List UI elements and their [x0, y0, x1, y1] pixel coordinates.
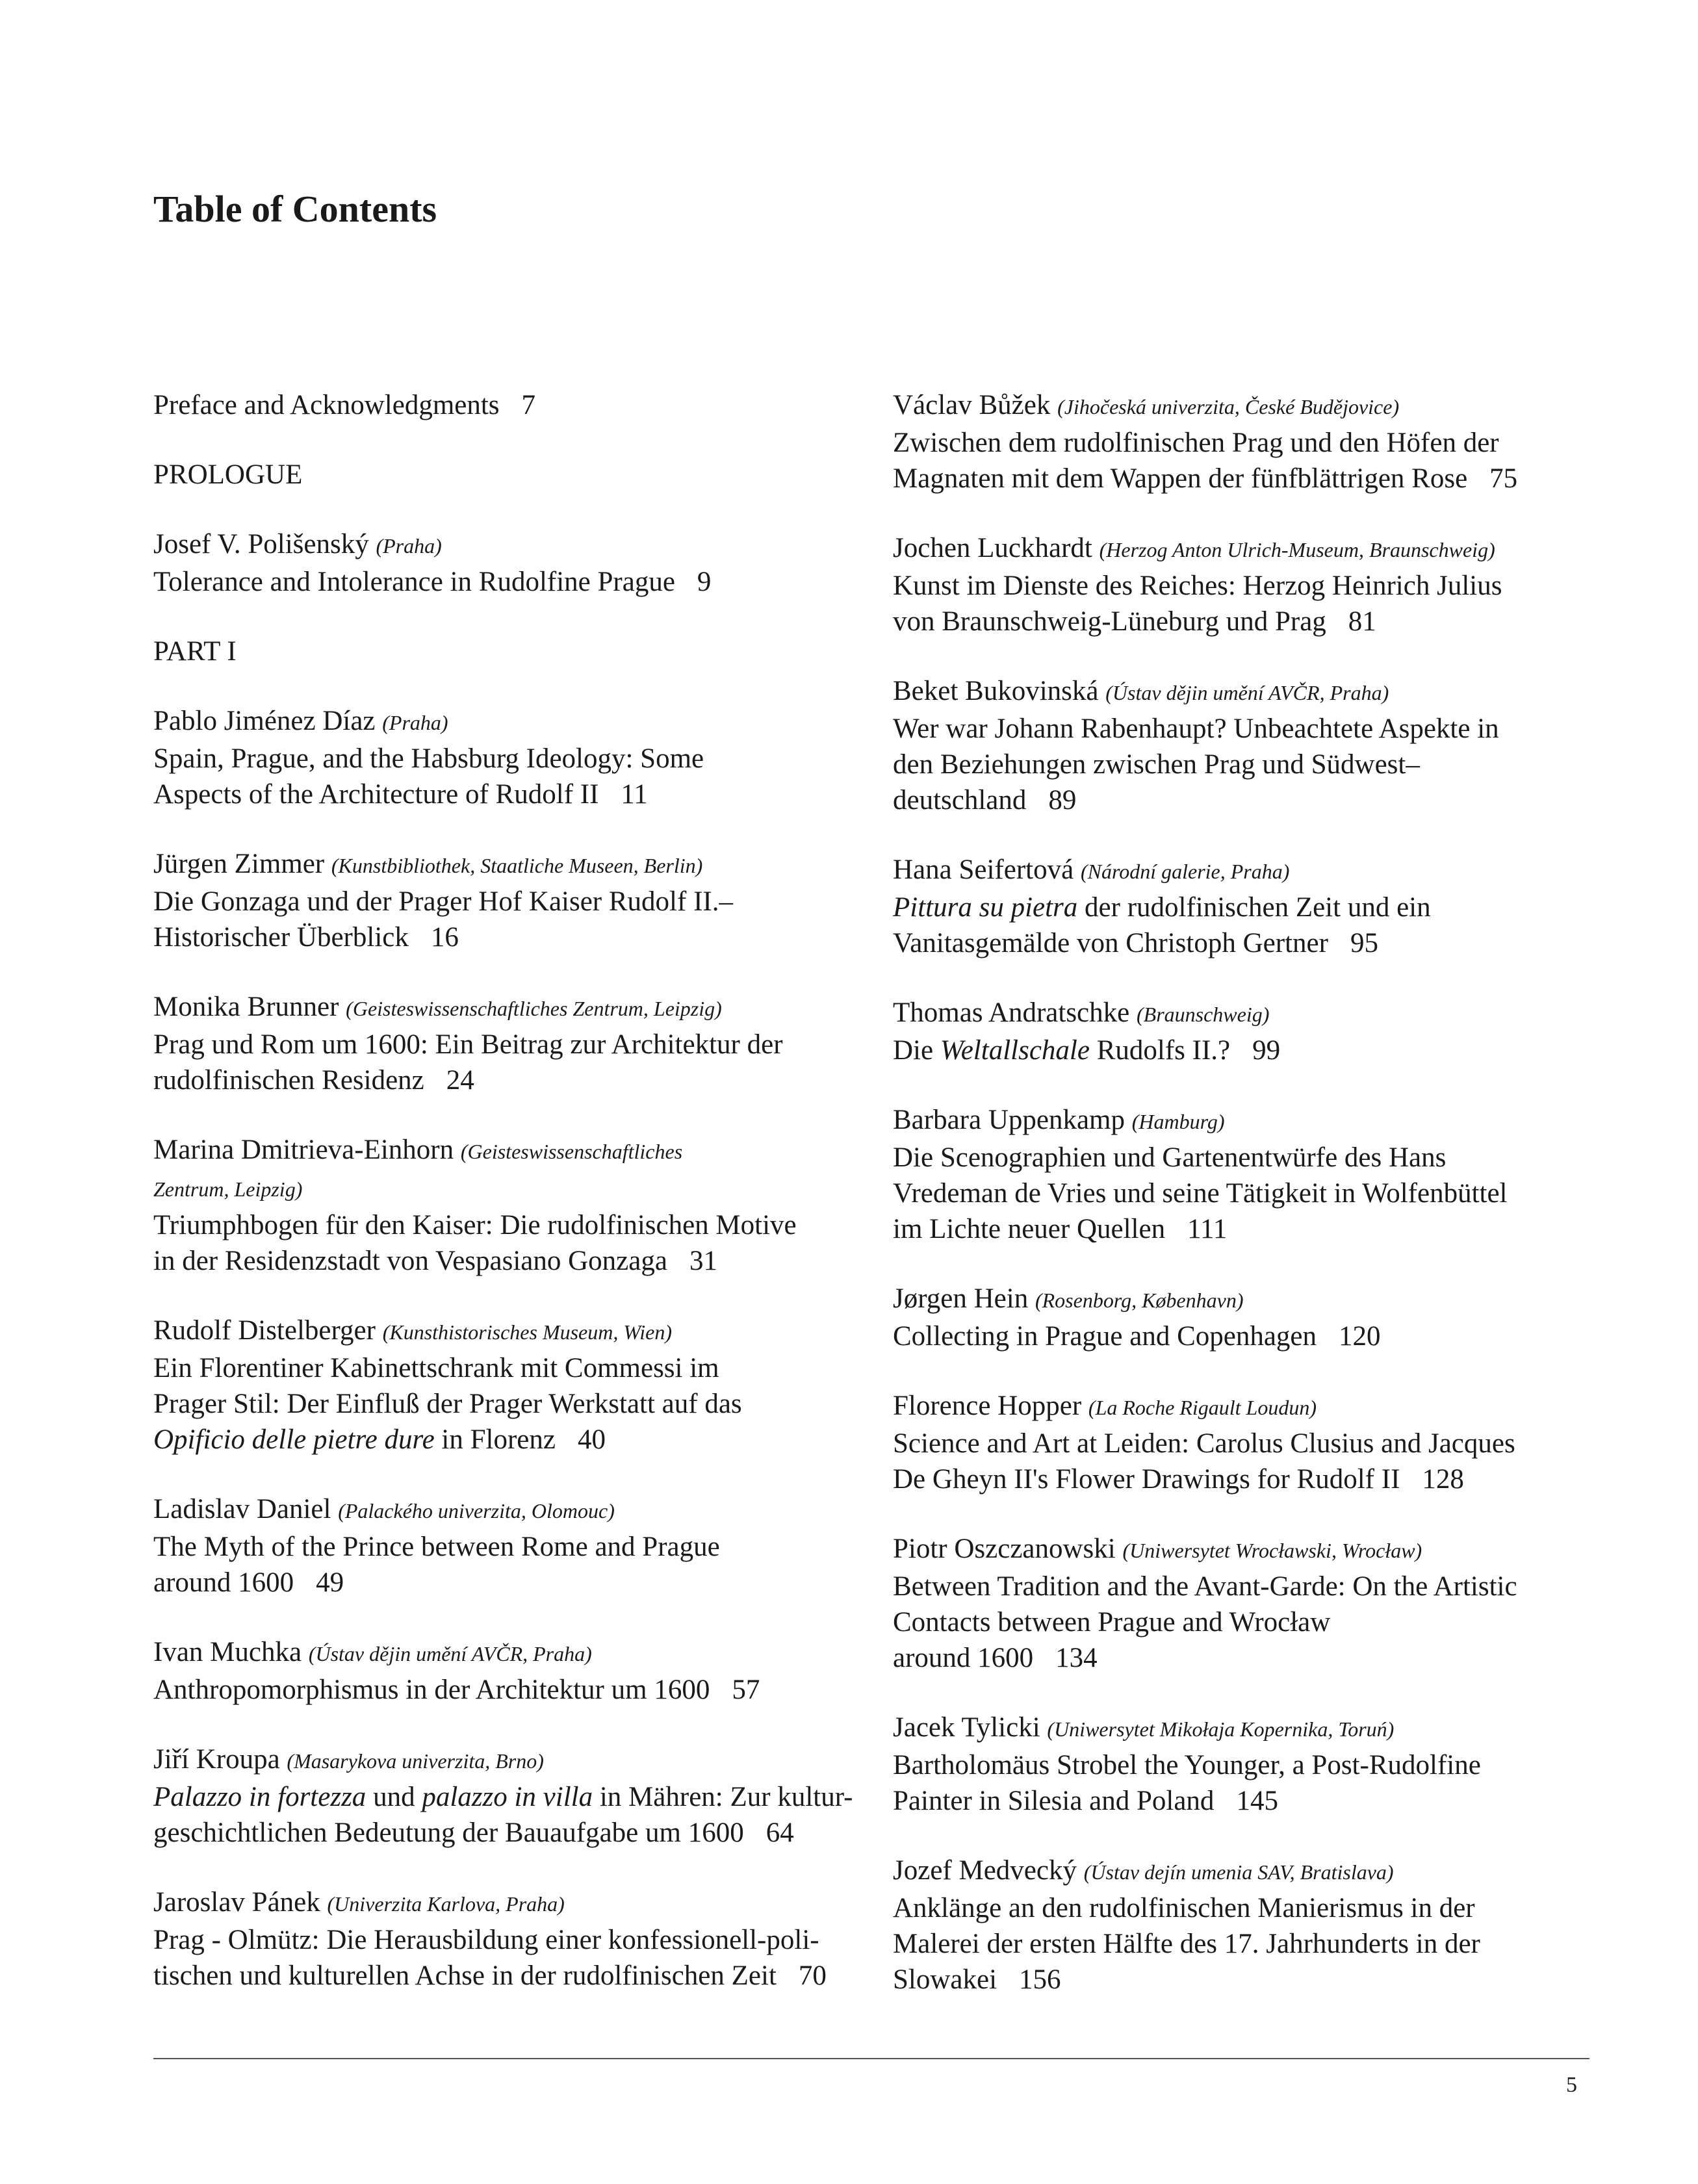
entry-title-line [153, 1815, 868, 1851]
title-text: Die Gonzaga und der Prager Hof Kaiser Rudolf II.– [153, 886, 733, 917]
page-ref: 40 [577, 1424, 606, 1455]
title-text: Prag - Olmütz: Die Herausbildung einer konfessionell-poli- [153, 1925, 819, 1955]
entry-title-line [153, 1529, 868, 1565]
author-name: Marina Dmitrieva-Einhorn [153, 1135, 454, 1165]
page-ref: 134 [1055, 1643, 1098, 1673]
entry-title-line [893, 461, 1595, 496]
title-text: Die Scenographien und Gartenentwürfe des Hans [893, 1142, 1447, 1173]
author-name: Barbara Uppenkamp [893, 1105, 1125, 1135]
entry-title-line [893, 782, 1595, 818]
entry-author-line [153, 1313, 868, 1350]
author-affiliation: (Praha) [376, 534, 442, 558]
author-affiliation: (Jihočeská univerzita, České Budějovice) [1057, 395, 1400, 418]
title-text: Opificio delle pietre dure [153, 1424, 435, 1455]
title-text: Slowakei [893, 1964, 997, 1995]
footer-rule [153, 2058, 1589, 2059]
entry-author-line [893, 852, 1595, 890]
title-text: The Myth of the Prince between Rome and Prague [153, 1532, 720, 1562]
page-ref: 11 [621, 779, 648, 810]
entry-author-line [153, 1884, 868, 1922]
entry-title-line [893, 747, 1595, 782]
author-name: Florence Hopper [893, 1391, 1082, 1421]
author-name: Josef V. Polišenský [153, 529, 369, 559]
title-text: around 1600 [153, 1567, 294, 1598]
entry-title-line [153, 1565, 868, 1600]
entry-author-line [893, 1102, 1595, 1140]
author-affiliation: (Hamburg) [1131, 1110, 1225, 1133]
author-name: Monika Brunner [153, 992, 339, 1022]
entry-author-line-continued [153, 1170, 868, 1207]
toc-entry [893, 387, 1595, 496]
entry-author-line [893, 673, 1595, 711]
entry-title: Preface and Acknowledgments [153, 390, 500, 420]
entry-title-line [153, 919, 868, 955]
toc-entry [153, 1313, 868, 1458]
entry-title-line [153, 1386, 868, 1422]
title-text: De Gheyn II's Flower Drawings for Rudolf II [893, 1464, 1400, 1495]
author-name: Václav Bůžek [893, 390, 1051, 420]
entry-title-line [893, 1783, 1595, 1819]
author-affiliation: (Univerzita Karlova, Praha) [327, 1892, 565, 1916]
title-text: geschichtlichen Bedeutung der Bauaufgabe um 1600 [153, 1818, 744, 1848]
author-name: Jacek Tylicki [893, 1712, 1040, 1743]
entry-title-line [893, 1176, 1595, 1211]
author-affiliation: (Palackého univerzita, Olomouc) [338, 1499, 615, 1522]
page-ref: 95 [1350, 928, 1378, 958]
title-text: Magnaten mit dem Wappen der fünfblättrigen Rose [893, 463, 1468, 494]
author-name: Piotr Oszczanowski [893, 1534, 1116, 1564]
title-text: den Beziehungen zwischen Prag und Südwest– [893, 749, 1420, 780]
entry-title-line [153, 564, 868, 600]
author-affiliation: (Ústav dějin umění AVČR, Praha) [308, 1642, 592, 1665]
page-ref: 89 [1048, 785, 1077, 816]
page-ref: 128 [1422, 1464, 1464, 1495]
entry-title-line [893, 890, 1595, 925]
entry-title-line [893, 1747, 1595, 1783]
title-text: Die [893, 1035, 940, 1066]
title-text: Anthropomorphismus in der Architektur um 1600 [153, 1675, 710, 1705]
toc-entry [153, 387, 868, 423]
entry-title-line [893, 1140, 1595, 1176]
entry-author-line [153, 1634, 868, 1672]
title-text: Triumphbogen für den Kaiser: Die rudolfinischen Motive [153, 1210, 797, 1240]
title-text: Science and Art at Leiden: Carolus Clusius and Jacques [893, 1428, 1515, 1459]
entry-title-line [893, 1461, 1595, 1497]
author-affiliation: Zentrum, Leipzig) [153, 1177, 303, 1201]
page-ref: 31 [689, 1246, 717, 1276]
entry-title-line [893, 1426, 1595, 1461]
title-text: Historischer Überblick [153, 922, 409, 953]
toc-entry [893, 995, 1595, 1068]
toc-column-right [893, 387, 1595, 1998]
author-affiliation: (Kunsthistorisches Museum, Wien) [382, 1320, 672, 1344]
author-affiliation: (Rosenborg, København) [1035, 1289, 1244, 1312]
toc-entry [153, 1884, 868, 1994]
title-text: Rudolfs II.? [1089, 1035, 1231, 1066]
entry-title-line [893, 1890, 1595, 1926]
title-text: Contacts between Prague and Wrocław [893, 1607, 1331, 1638]
title-text: palazzo in villa [422, 1782, 593, 1812]
entry-author-line [153, 1491, 868, 1529]
page-ref: 156 [1019, 1964, 1061, 1995]
entry-title-line [893, 925, 1595, 961]
title-text: und [366, 1782, 422, 1812]
title-text: Weltallschale [940, 1035, 1090, 1066]
entry-author-line [893, 1710, 1595, 1747]
page-ref: 64 [765, 1818, 794, 1848]
title-text: Bartholomäus Strobel the Younger, a Post-Rudolfine [893, 1750, 1481, 1780]
entry-title-line [153, 1027, 868, 1062]
entry-title-line [893, 1926, 1595, 1962]
toc-entry [893, 673, 1595, 818]
author-name: Jørgen Hein [893, 1283, 1029, 1314]
page-ref: 7 [521, 390, 536, 420]
entry-title-line [153, 1243, 868, 1279]
entry-title-line [153, 1922, 868, 1958]
page-number: 5 [1566, 2073, 1577, 2097]
entry-title-line [893, 1033, 1595, 1068]
toc-entry [893, 1853, 1595, 1998]
author-name: Jürgen Zimmer [153, 849, 325, 879]
entry-title-line [153, 1350, 868, 1386]
toc-entry [153, 1491, 868, 1600]
entry-author-line [893, 1281, 1595, 1318]
entry-title-line [153, 1422, 868, 1458]
page-ref: 49 [316, 1567, 344, 1598]
toc-entry [153, 989, 868, 1098]
author-affiliation: (Masarykova univerzita, Brno) [287, 1749, 544, 1773]
author-name: Beket Bukovinská [893, 676, 1099, 706]
toc-entry [893, 1281, 1595, 1354]
toc-entry [893, 1102, 1595, 1247]
title-text: Prag und Rom um 1600: Ein Beitrag zur Architektur der [153, 1029, 783, 1060]
entry-author-line [153, 1741, 868, 1779]
title-text: Collecting in Prague and Copenhagen [893, 1321, 1317, 1352]
title-text: im Lichte neuer Quellen [893, 1214, 1166, 1244]
entry-title-line [893, 1962, 1595, 1998]
title-text: Aspects of the Architecture of Rudolf II [153, 779, 599, 810]
title-text: Prager Stil: Der Einfluß der Prager Werkstatt auf das [153, 1389, 742, 1419]
entry-author-line [893, 1853, 1595, 1890]
toc-entry [153, 703, 868, 812]
author-name: Thomas Andratschke [893, 997, 1130, 1028]
page-title: Table of Contents [153, 188, 437, 230]
entry-author-line [153, 846, 868, 884]
entry-title-line [153, 1779, 868, 1815]
entry-title-line [893, 711, 1595, 747]
entry-author-line [893, 1531, 1595, 1569]
title-text: Zwischen dem rudolfinischen Prag und den Höfen der [893, 428, 1499, 458]
page-ref: 145 [1236, 1786, 1278, 1816]
title-text: Painter in Silesia and Poland [893, 1786, 1215, 1816]
entry-author-line [893, 1388, 1595, 1426]
page-ref: 9 [697, 567, 712, 597]
entry-title-line [893, 1569, 1595, 1604]
author-name: Ladislav Daniel [153, 1494, 331, 1524]
entry-author-line [893, 995, 1595, 1033]
entry-author-line [153, 1132, 868, 1170]
section-heading: PROLOGUE [153, 459, 303, 490]
author-affiliation: (Praha) [382, 711, 448, 734]
title-text: Vanitasgemälde von Christoph Gertner [893, 928, 1328, 958]
author-name: Rudolf Distelberger [153, 1315, 376, 1346]
entry-author-line [893, 387, 1595, 425]
toc-column-left [153, 387, 868, 1994]
toc-entry [153, 846, 868, 955]
title-text: rudolfinischen Residenz [153, 1065, 424, 1096]
page-ref: 120 [1339, 1321, 1381, 1352]
title-text: Tolerance and Intolerance in Rudolfine Prague [153, 567, 675, 597]
entry-author-line [153, 526, 868, 564]
title-text: in Florenz [434, 1424, 556, 1455]
section-heading: PART I [153, 636, 237, 667]
entry-title-line [893, 1318, 1595, 1354]
entry-title-line [893, 1604, 1595, 1640]
author-affiliation: (Kunstbibliothek, Staatliche Museen, Berlin) [331, 854, 703, 877]
toc-entry [893, 1388, 1595, 1497]
entry-author-line [893, 530, 1595, 568]
author-affiliation: (Geisteswissenschaftliches Zentrum, Leipzig) [346, 997, 722, 1020]
author-name: Jochen Luckhardt [893, 533, 1092, 563]
author-affiliation: (La Roche Rigault Loudun) [1088, 1396, 1317, 1419]
title-text: Between Tradition and the Avant-Garde: On the Artistic [893, 1571, 1517, 1602]
author-affiliation: (Braunschweig) [1136, 1003, 1270, 1026]
entry-title-line [153, 1062, 868, 1098]
toc-entry [893, 530, 1595, 639]
author-name: Pablo Jiménez Díaz [153, 706, 376, 736]
page-ref: 57 [732, 1675, 760, 1705]
author-name: Jaroslav Pánek [153, 1887, 320, 1918]
toc-entry [153, 1741, 868, 1851]
author-name: Jiří Kroupa [153, 1744, 280, 1775]
title-text: Spain, Prague, and the Habsburg Ideology: Some [153, 743, 704, 774]
entry-title-line [153, 1672, 868, 1708]
page-ref: 24 [446, 1065, 474, 1096]
entry-title-line [893, 568, 1595, 604]
title-text: Wer war Johann Rabenhaupt? Unbeachtete Aspekte in [893, 713, 1499, 744]
entry-title-line [893, 1640, 1595, 1676]
page-ref: 75 [1489, 463, 1518, 494]
toc-entry [893, 852, 1595, 961]
entry-title-line [153, 884, 868, 919]
entry-author-line [153, 989, 868, 1027]
author-affiliation: (Uniwersytet Wrocławski, Wrocław) [1122, 1539, 1422, 1562]
entry-title-line [153, 777, 868, 812]
entry-title-line [893, 1211, 1595, 1247]
title-text: deutschland [893, 785, 1027, 816]
page-ref: 81 [1348, 606, 1376, 637]
title-text: Pittura su pietra [893, 892, 1078, 923]
title-text: der rudolfinischen Zeit und ein [1077, 892, 1431, 923]
page-ref: 16 [430, 922, 459, 953]
title-text: tischen und kulturellen Achse in der rudolfinischen Zeit [153, 1960, 777, 1991]
entry-title-line [893, 425, 1595, 461]
title-text: around 1600 [893, 1643, 1034, 1673]
author-affiliation: (Herzog Anton Ulrich-Museum, Braunschweig) [1099, 538, 1495, 561]
page-ref: 111 [1187, 1214, 1228, 1244]
author-affiliation: (Ústav dějin umění AVČR, Praha) [1105, 681, 1389, 704]
page-ref: 99 [1252, 1035, 1281, 1066]
toc-entry [893, 1710, 1595, 1819]
entry-author-line [153, 703, 868, 741]
toc-entry [153, 1634, 868, 1708]
toc-entry [893, 1531, 1595, 1676]
entry-title-line [153, 1207, 868, 1243]
author-affiliation: (Ústav dejín umenia SAV, Bratislava) [1083, 1860, 1394, 1884]
author-affiliation: (Geisteswissenschaftliches [460, 1140, 683, 1163]
title-text: in Mähren: Zur kultur- [593, 1782, 853, 1812]
author-name: Ivan Muchka [153, 1637, 302, 1667]
title-text: von Braunschweig-Lüneburg und Prag [893, 606, 1326, 637]
title-text: in der Residenzstadt von Vespasiano Gonzaga [153, 1246, 667, 1276]
title-text: Anklänge an den rudolfinischen Manierismus in der [893, 1893, 1475, 1923]
page-ref: 70 [798, 1960, 827, 1991]
author-affiliation: (Uniwersytet Mikołaja Kopernika, Toruń) [1047, 1717, 1395, 1741]
entry-title-line [153, 1958, 868, 1994]
author-affiliation: (Národní galerie, Praha) [1080, 860, 1290, 883]
author-name: Jozef Medvecký [893, 1855, 1077, 1886]
entry-title-line [893, 604, 1595, 639]
toc-entry [153, 1132, 868, 1279]
author-name: Hana Seifertová [893, 854, 1074, 885]
entry-title-line [153, 741, 868, 777]
title-text: Ein Florentiner Kabinettschrank mit Commessi im [153, 1353, 719, 1383]
title-text: Palazzo in fortezza [153, 1782, 367, 1812]
title-text: Malerei der ersten Hälfte des 17. Jahrhunderts in der [893, 1929, 1480, 1959]
toc-entry [153, 526, 868, 600]
title-text: Vredeman de Vries und seine Tätigkeit in Wolfenbüttel [893, 1178, 1508, 1209]
title-text: Kunst im Dienste des Reiches: Herzog Heinrich Julius [893, 571, 1502, 601]
